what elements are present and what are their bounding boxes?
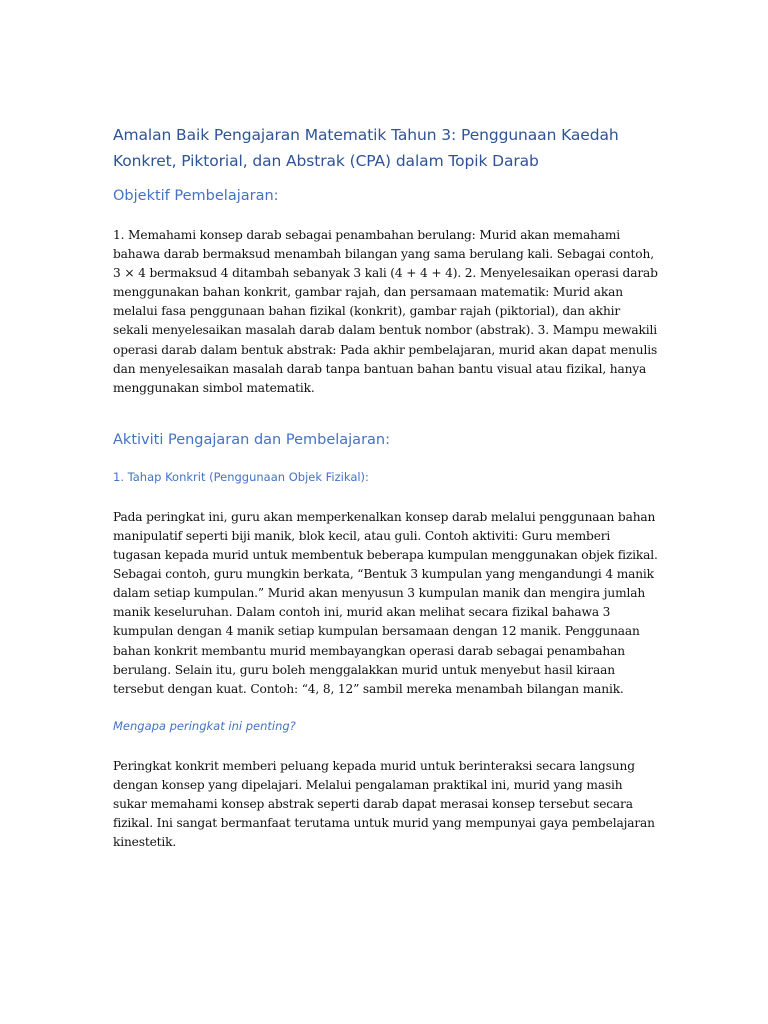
spacer bbox=[113, 735, 658, 757]
activities-heading: Aktiviti Pengajaran dan Pembelajaran: bbox=[113, 431, 390, 448]
spacer bbox=[113, 450, 658, 468]
stage1-heading: 1. Tahap Konkrit (Penggunaan Objek Fizikal): bbox=[113, 469, 369, 484]
objectives-heading: Objektif Pembelajaran: bbox=[113, 188, 279, 204]
spacer bbox=[113, 699, 658, 717]
document-title: Amalan Baik Pengajaran Matematik Tahun 3: Penggunaan Kaedah Konkret, Piktorial, dan Abstrak (CPA) dalam Topik Darab bbox=[113, 126, 619, 170]
document-content bbox=[113, 122, 658, 852]
objectives-paragraph: 1. Memahami konsep darab sebagai penambahan berulang: Murid akan memahami bahawa darab bermaksud menambah bilangan yang sama berulang kali. Sebagai contoh, 3 × 4 bermaksud 4 ditambah sebanyak 3 kali (4 + 4 + 4). 2. Menyelesaikan operasi darab menggunakan bahan konkrit, gambar rajah, dan persamaan matematik: Murid akan melalui fasa penggunaan bahan fizikal (konkrit), gambar rajah (piktorial), dan akhir sekali menyelesaikan masalah darab dalam bentuk nombor (abstrak). 3. Mampu mewakili operasi darab dalam bentuk abstrak: Pada akhir pembelajaran, murid akan dapat menulis dan menyelesaikan masalah darab tanpa bantuan bahan bantu visual atau fizikal, hanya menggunakan simbol matematik. bbox=[113, 228, 658, 395]
spacer bbox=[113, 398, 658, 430]
spacer bbox=[113, 206, 658, 226]
stage1-paragraph: Pada peringkat ini, guru akan memperkenalkan konsep darab melalui penggunaan bahan manipulatif seperti biji manik, blok kecil, atau guli. Contoh aktiviti: Guru memberi tugasan kepada murid untuk membentuk beberapa kumpulan menggunakan objek fizikal. Sebagai contoh, guru mungkin berkata, “Bentuk 3 kumpulan yang mengandungi 4 manik dalam setiap kumpulan.” Murid akan menyusun 3 kumpulan manik dan mengira jumlah manik keseluruhan. Dalam contoh ini, murid akan melihat secara fizikal bahawa 3 kumpulan dengan 4 manik setiap kumpulan bersamaan dengan 12 manik. Penggunaan bahan konkrit membantu murid membayangkan operasi darab sebagai penambahan berulang. Selain itu, guru boleh menggalakkan murid untuk menyebut hasil kiraan tersebut dengan kuat. Contoh: “4, 8, 12” sambil mereka menambah bilangan manik. bbox=[113, 509, 658, 696]
spacer bbox=[113, 486, 658, 508]
why-heading: Mengapa peringkat ini penting? bbox=[113, 718, 296, 733]
why-paragraph: Peringkat konkrit memberi peluang kepada murid untuk berinteraksi secara langsung dengan konsep yang dipelajari. Melalui pengalaman praktikal ini, murid yang masih sukar memahami konsep abstrak seperti darab dapat merasai konsep tersebut secara fizikal. Ini sangat bermanfaat terutama untuk murid yang mempunyai gaya pembelajaran kinestetik. bbox=[113, 758, 655, 850]
